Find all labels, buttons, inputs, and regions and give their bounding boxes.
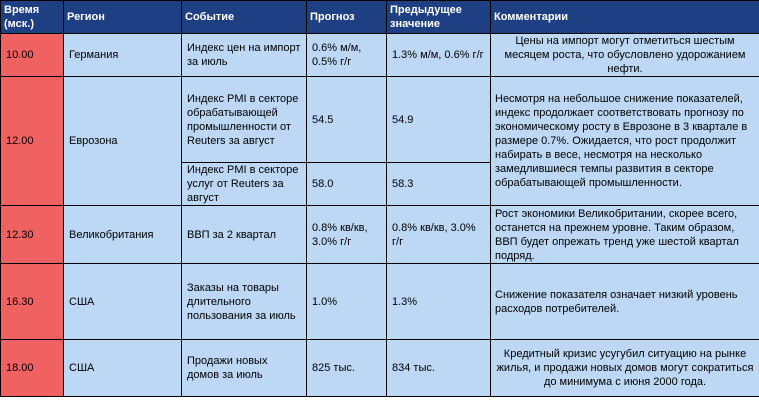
forecast-cell: 54.5 bbox=[307, 77, 387, 163]
table-row bbox=[1, 34, 759, 77]
time-cell: 10.00 bbox=[1, 34, 64, 77]
time-cell: 12.00 bbox=[1, 77, 64, 206]
comment-cell: Кредитный кризис усугубил ситуацию на рынке жилья, и продажи новых домов могут сократиться до минимума с июня 2000 года. bbox=[491, 340, 759, 397]
forecast-cell: 0.6% м/м, 0.5% г/г bbox=[307, 34, 387, 77]
event-cell: Индекс цен на импорт за июль bbox=[182, 34, 307, 77]
previous-cell: 1.3% м/м, 0.6% г/г bbox=[387, 34, 491, 77]
comment-cell: Снижение показателя означает низкий уровень расходов потребителей. bbox=[491, 264, 759, 340]
region-cell: США bbox=[64, 264, 182, 340]
previous-cell: 0.8% кв/кв, 3.0% г/г bbox=[387, 206, 491, 264]
region-cell: Великобритания bbox=[64, 206, 182, 264]
previous-cell: 54.9 bbox=[387, 77, 491, 163]
region-cell: США bbox=[64, 340, 182, 397]
forecast-cell: 1.0% bbox=[307, 264, 387, 340]
header-time: Время (мск.) bbox=[1, 1, 64, 34]
header-forecast: Прогноз bbox=[307, 1, 387, 34]
table-row bbox=[1, 340, 759, 397]
header-event: Событие bbox=[182, 1, 307, 34]
forecast-cell: 0.8% кв/кв, 3.0% г/г bbox=[307, 206, 387, 264]
time-cell: 12.30 bbox=[1, 206, 64, 264]
header-comments: Комментарии bbox=[491, 1, 759, 34]
time-cell: 16.30 bbox=[1, 264, 64, 340]
comment-cell: Несмотря на небольшое снижение показателей, индекс продолжает соответствовать прогнозу по экономическому росту в Еврозоне в 3 квартале в размере 0.7%. Ожидается, что рост продолжит набирать в весе, несмотря на несколько замедлившиеся темпы развития в секторе обрабатывающей промышленности. bbox=[491, 77, 759, 206]
event-cell: Индекс PMI в секторе услуг от Reuters за август bbox=[182, 163, 307, 206]
forecast-cell: 58.0 bbox=[307, 163, 387, 206]
previous-cell: 1.3% bbox=[387, 264, 491, 340]
header-region: Регион bbox=[64, 1, 182, 34]
forecast-cell: 825 тыс. bbox=[307, 340, 387, 397]
table-row bbox=[1, 206, 759, 264]
table-row bbox=[1, 264, 759, 340]
header-row bbox=[1, 1, 759, 34]
time-cell: 18.00 bbox=[1, 340, 64, 397]
region-cell: Еврозона bbox=[64, 77, 182, 206]
region-cell: Германия bbox=[64, 34, 182, 77]
event-cell: Заказы на товары длительного пользования за июль bbox=[182, 264, 307, 340]
event-cell: Индекс PMI в секторе обрабатывающей промышленности от Reuters за август bbox=[182, 77, 307, 163]
previous-cell: 58.3 bbox=[387, 163, 491, 206]
event-cell: Продажи новых домов за июль bbox=[182, 340, 307, 397]
header-previous: Предыдущее значение bbox=[387, 1, 491, 34]
previous-cell: 834 тыс. bbox=[387, 340, 491, 397]
comment-cell: Рост экономики Великобритании, скорее всего, останется на прежнем уровне. Таким образом, ВВП будет опрежать тренд уже шестой квартал подряд. bbox=[491, 206, 759, 264]
event-cell: ВВП за 2 квартал bbox=[182, 206, 307, 264]
comment-cell: Цены на импорт могут отметиться шестым месяцем роста, что обусловлено удорожанием нефти. bbox=[491, 34, 759, 77]
table-row bbox=[1, 77, 759, 163]
